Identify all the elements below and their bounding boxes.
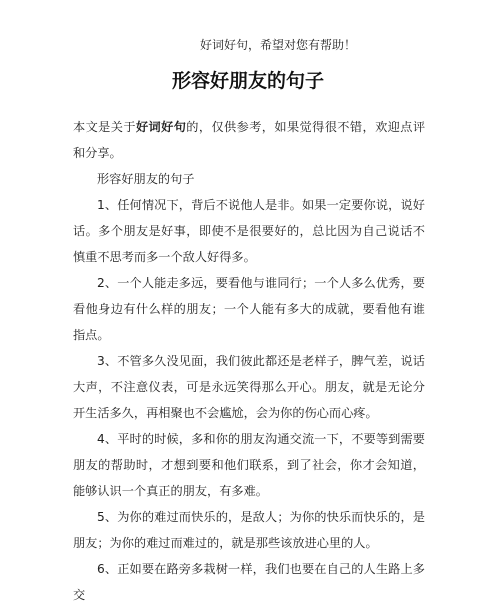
article-paragraph: 4、平时的时候，多和你的朋友沟通交流一下，不要等到需要朋友的帮助时，才想到要和他们联系，到了社会，你才会知道，能够认识一个真正的朋友，有多难。: [73, 432, 425, 498]
intro-paragraph: [73, 114, 425, 166]
article-paragraph: 5、为你的难过而快乐的，是敌人；为你的快乐而快乐的，是朋友；为你的难过而难过的，就是那些该放进心里的人。: [73, 510, 425, 550]
intro-suffix: 的，仅供参考，如果觉得很不错，欢迎点评和分享。: [73, 120, 426, 160]
intro-keyword-link[interactable]: 好词好句: [135, 120, 187, 134]
header-note: 好词好句，希望对您有帮助！: [199, 38, 356, 52]
page-title: 形容好朋友的句子: [171, 70, 324, 92]
article-body: [73, 114, 425, 608]
intro-prefix: 本文是关于: [73, 120, 136, 134]
article-paragraph: 1、任何情况下，背后不说他人是非。如果一定要你说，说好话。多个朋友是好事，即使不是很要好的，总比因为自己说话不慎重不思考而多一个敌人好得多。: [73, 198, 425, 264]
section-subtitle: 形容好朋友的句子: [97, 172, 195, 186]
article-paragraph: 2、一个人能走多远，要看他与谁同行；一个人多么优秀，要看他身边有什么样的朋友；一个人能有多大的成就，要看他有谁指点。: [73, 276, 425, 342]
article-paragraph: 6、正如要在路旁多栽树一样，我们也要在自己的人生路上多交: [73, 562, 425, 602]
article-paragraph: 3、不管多久没见面，我们彼此都还是老样子，脾气差，说话大声，不注意仪表，可是永远笑得那么开心。朋友，就是无论分开生活多久，再相聚也不会尴尬，会为你的伤心而心疼。: [73, 354, 425, 420]
